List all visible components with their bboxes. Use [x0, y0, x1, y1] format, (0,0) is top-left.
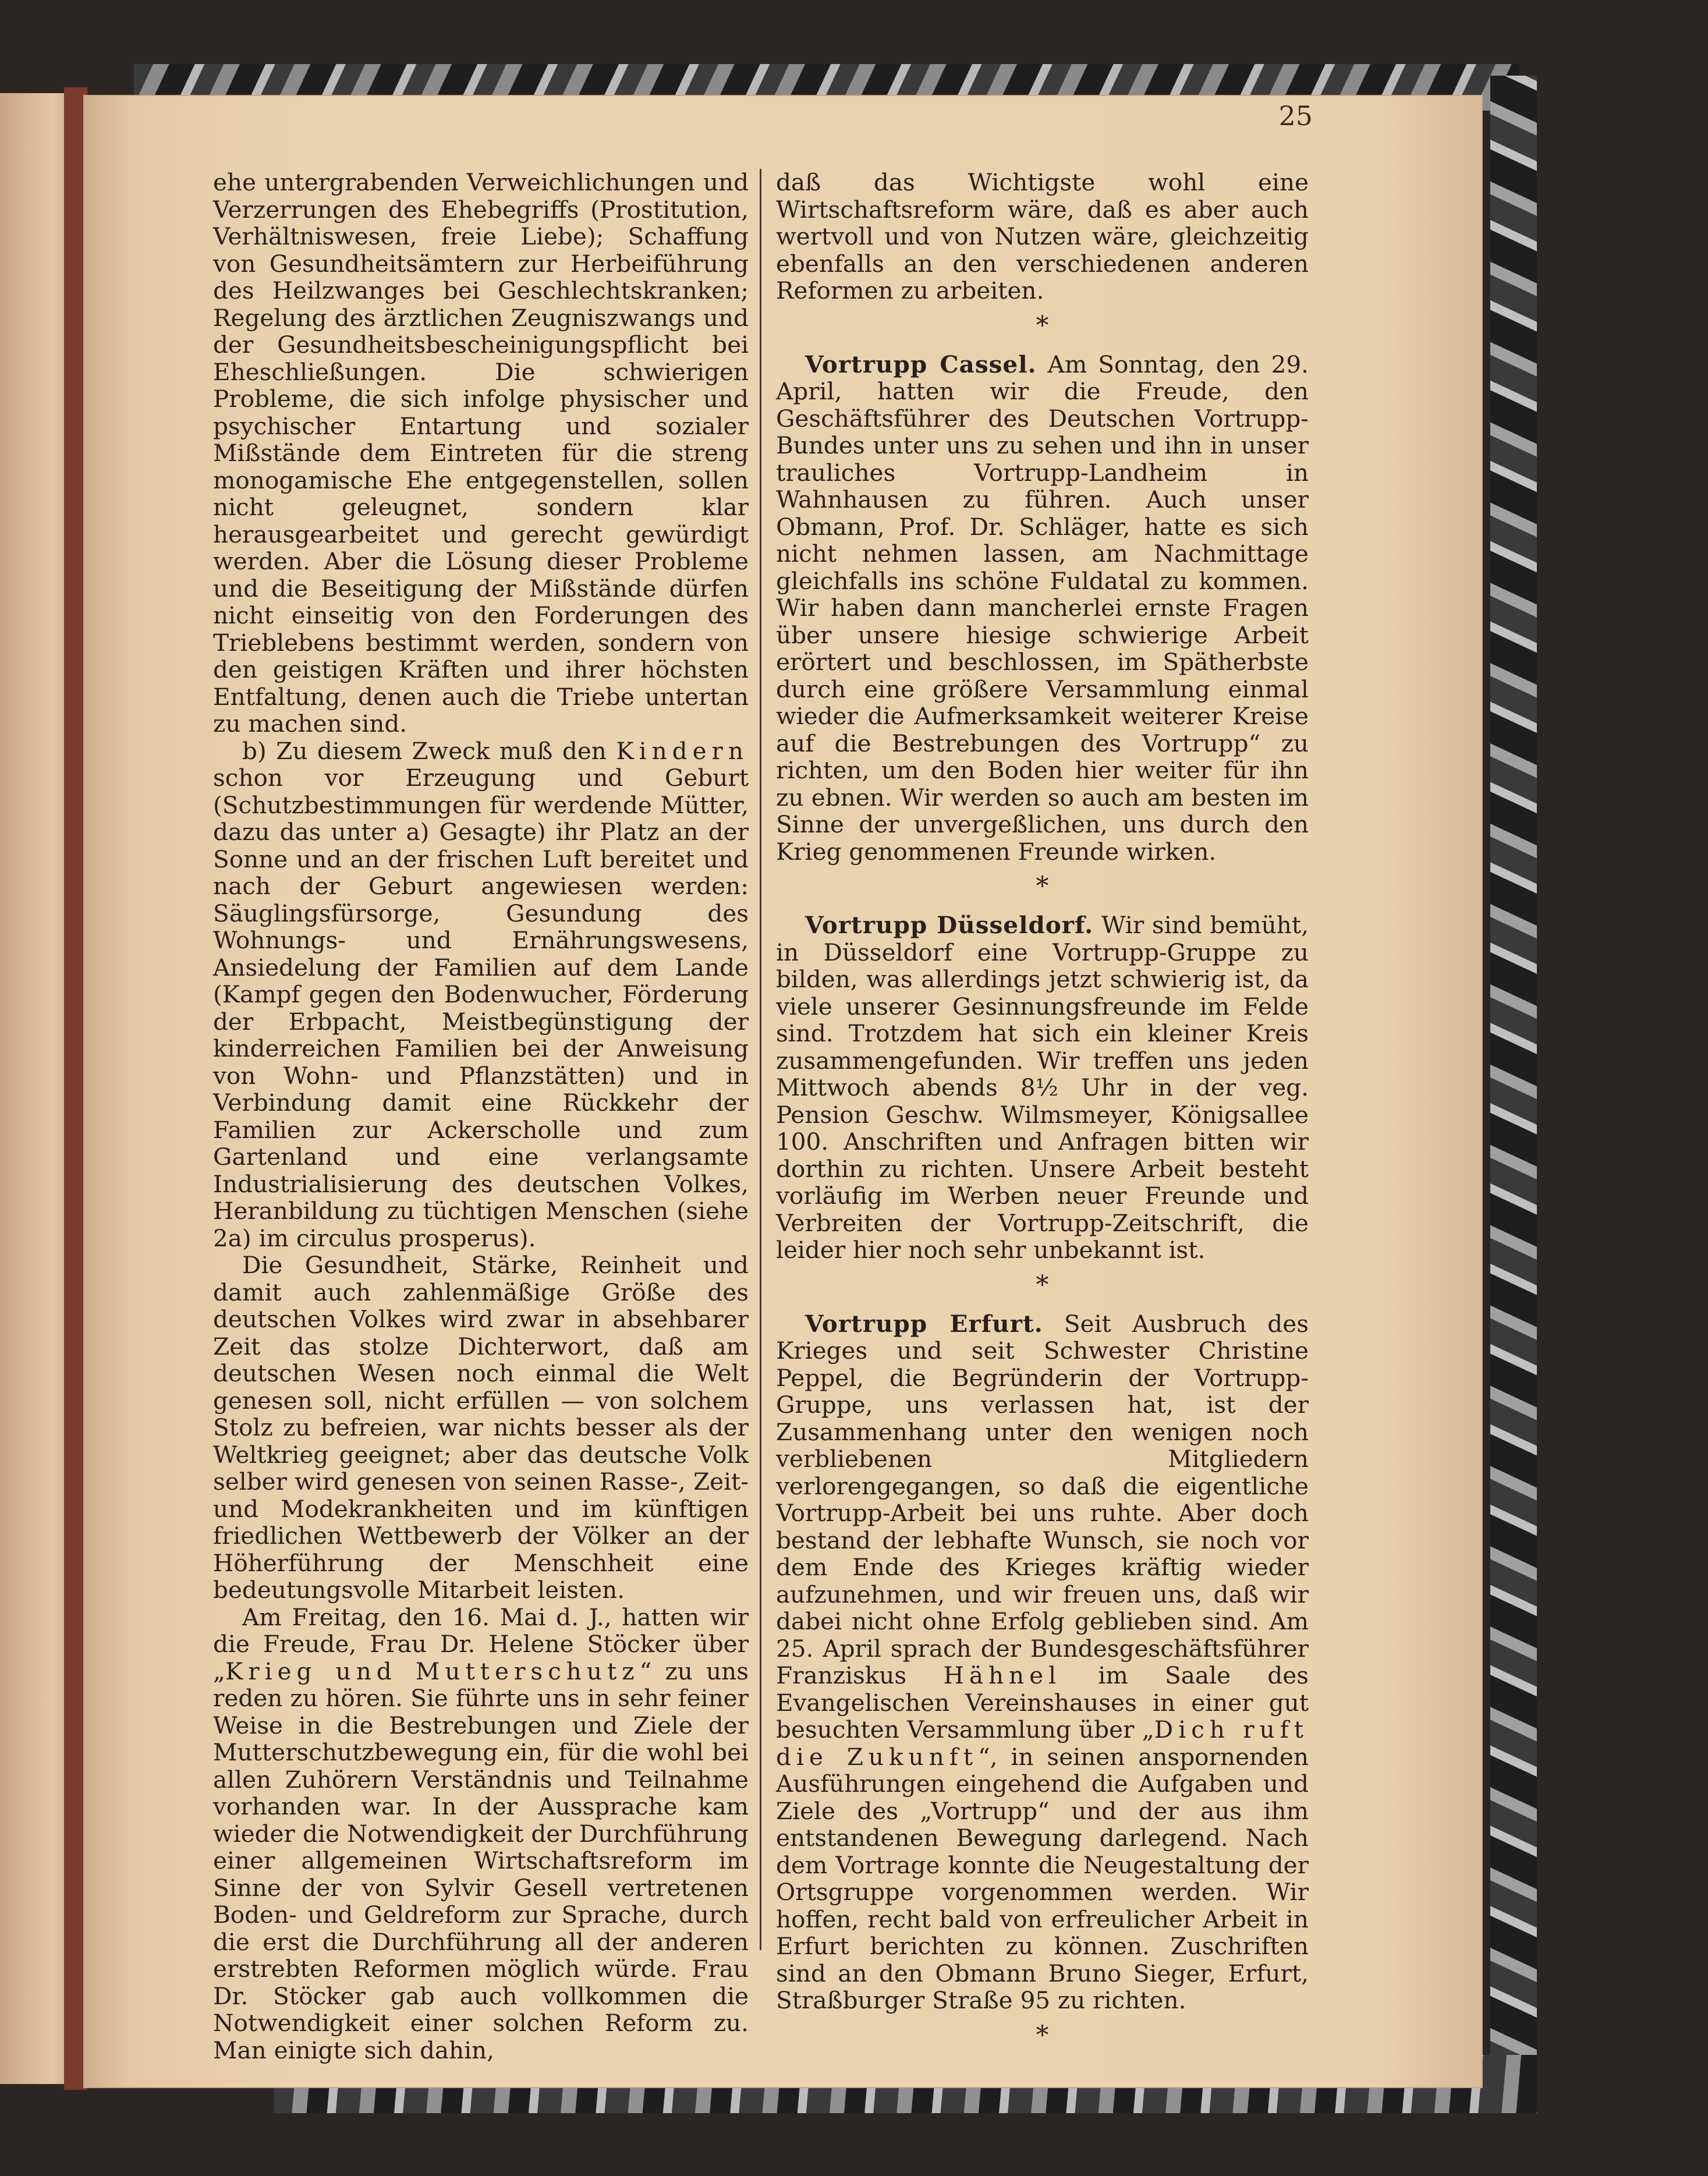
section-erfurt: Vortrupp Erfurt. Seit Ausbruch des Krieges und seit Schwester Christine Peppel, die Begründerin der Vortrupp-Gruppe, uns verlassen hat, ist der Zusammenhang unter den wenigen noch verbliebenen Mitgliedern verlorengegangen, so daß die eigentliche Vortrupp-Arbeit bei uns ruhte. Aber doch bestand der lebhafte Wunsch, sie noch vor dem Ende des Krieges kräftig wieder aufzunehmen, und wir freuen uns, daß wir dabei nicht ohne Erfolg geblieben sind. Am 25. April sprach der Bundesgeschäftsführer Franziskus Hähnel im Saale des Evangelischen Vereinshauses in einer gut besuchten Versammlung über „Dich ruft die Zukunft“, in seinen anspornenden Ausführungen eingehend die Aufgaben und Ziele des „Vortrupp“ und der aus ihm entstandenen Bewegung darlegend. Nach dem Vortrage konnte die Neugestaltung der Ortsgruppe vorgenommen werden. Wir hoffen, recht bald von erfreulicher Arbeit in Erfurt berichten zu können. Zuschriften sind an den Obmann Bruno Sieger, Erfurt, Straßburger Straße 95 zu richten.	[776, 1309, 1309, 2014]
paragraph-marriage: ehe untergrabenden Verweichlichungen und Verzerrungen des Ehebegriffs (Prostitution, Verhältniswesen, freie Liebe); Schaffung von Gesundheitsämtern zur Herbeiführung des Heilzwanges bei Geschlechtskranken; Regelung des ärztlichen Zeugniszwangs und der Gesundheitsbescheinigungspflicht bei Eheschließungen. Die schwierigen Probleme, die sich infolge physischer und psychischer Entartung und sozialer Mißstände dem Eintreten für die streng monogamische Ehe entgegenstellen, sollen nicht geleugnet, sondern klar herausgearbeitet und gerecht gewürdigt werden. Aber die Lösung dieser Probleme und die Beseitigung der Mißstände dürfen nicht einseitig von den Forderungen des Trieblebens bestimmt werden, sondern von den geistigen Kräften und ihrer höchsten Entfaltung, denen auch die Triebe untertan zu machen sind.	[213, 168, 749, 738]
section-heading-duesseldorf: Vortrupp Düsseldorf.	[805, 911, 1094, 939]
section-separator: *	[1036, 2020, 1049, 2050]
section-heading-kassel: Vortrupp Cassel.	[805, 350, 1037, 378]
section-heading-erfurt: Vortrupp Erfurt.	[805, 1309, 1043, 1338]
paragraph-lecture: Am Freitag, den 16. Mai d. J., hatten wir die Freude, Frau Dr. Helene Stöcker über „Krieg und Mutterschutz“ zu uns reden zu hören. Sie führte uns in sehr feiner Weise in die Bestrebungen und Ziele der Mutterschutzbewegung ein, für die wohl bei allen Zuhörern Verständnis und Teilnahme vorhanden war. In der Aussprache kam wieder die Notwendigkeit der Durchführung einer allgemeinen Wirtschaftsreform im Sinne der von Sylvir Gesell vertretenen Boden- und Geldreform zur Sprache, durch die erst die Durchführung all der anderen erstrebten Reformen möglich würde. Frau Dr. Stöcker gab auch vollkommen die Notwendigkeit einer solchen Reform zu. Man einigte sich dahin,	[213, 1603, 749, 2064]
column-divider	[760, 169, 761, 1950]
section-duesseldorf: Vortrupp Düsseldorf. Wir sind bemüht, in Düsseldorf eine Vortrupp-Gruppe zu bilden, was allerdings jetzt schwierig ist, da viele unserer Gesinnungsfreunde im Felde sind. Trotzdem hat sich ein kleiner Kreis zusammengefunden. Wir treffen uns jeden Mittwoch abends 8½ Uhr in der veg. Pension Geschw. Wilmsmeyer, Königsallee 100. Anschriften und Anfragen bitten wir dorthin zu richten. Unsere Arbeit besteht vorläufig im Werben neuer Freunde und Verbreiten der Vortrupp-Zeitschrift, die leider hier noch sehr unbekannt ist.	[776, 911, 1309, 1264]
book-spine	[64, 87, 87, 2090]
marbled-cover-right-edge	[1490, 76, 1537, 2067]
paragraph-health: Die Gesundheit, Stärke, Reinheit und damit auch zahlenmäßige Größe des deutschen Volkes wird zwar in absehbarer Zeit das stolze Dichterwort, daß am deutschen Wesen noch einmal die Welt genesen soll, nicht erfüllen — von solchem Stolz zu befreien, war nichts besser als der Weltkrieg geeignet; aber das deutsche Volk selber wird genesen von seinen Rasse-, Zeit- und Modekrankheiten und im künftigen friedlichen Wettbewerb der Völker an der Höherführung der Menschheit eine bedeutungsvolle Mitarbeit leisten.	[213, 1251, 749, 1604]
section-kassel: Vortrupp Cassel. Am Sonntag, den 29. April, hatten wir die Freude, den Geschäftsführer des Deutschen Vortrupp-Bundes unter uns zu sehen und ihn in unser trauliches Vortrupp-Landheim in Wahnhausen zu führen. Auch unser Obmann, Prof. Dr. Schläger, hatte es sich nicht nehmen lassen, am Nachmittage gleichfalls ins schöne Fuldatal zu kommen. Wir haben dann mancherlei ernste Fragen über unsere hiesige schwierige Arbeit erörtert und beschlossen, im Spätherbste durch eine größere Versammlung einmal wieder die Aufmerksamkeit weiterer Kreise auf die Bestrebungen des Vortrupp“ zu richten, um den Boden hier weiter für ihn zu ebnen. Wir werden so auch am besten im Sinne der unvergeßlichen, uns durch den Krieg genommenen Freunde wirken.	[776, 350, 1309, 866]
right-text-column	[776, 169, 1309, 2061]
section-separator: *	[1036, 871, 1049, 901]
page-number: 25	[1278, 100, 1313, 132]
paragraph-reform-continued: daß das Wichtigste wohl eine Wirtschaftsreform wäre, daß es aber auch wertvoll und von Nutzen wäre, gleichzeitig ebenfalls an den verschiedenen anderen Reformen zu arbeiten.	[776, 168, 1309, 304]
section-separator: *	[1036, 310, 1049, 341]
left-text-column	[213, 169, 749, 2064]
section-separator: *	[1036, 1270, 1049, 1300]
paragraph-children: b) Zu diesem Zweck muß den Kindern schon vor Erzeugung und Geburt (Schutzbestimmungen für werdende Mütter, dazu das unter a) Gesagte) ihr Platz an der Sonne und an der frischen Luft bereitet und nach der Geburt angewiesen werden: Säuglingsfürsorge, Gesundung des Wohnungs- und Ernährungswesens, Ansiedelung der Familien auf dem Lande (Kampf gegen den Bodenwucher, Förderung der Erbpacht, Meistbegünstigung der kinderreichen Familien bei der Anweisung von Wohn- und Pflanzstätten) und in Verbindung damit eine Rückkehr der Familien zur Ackerscholle und zum Gartenland und eine verlangsamte Industrialisierung des deutschen Volkes, Heranbildung zu tüchtigen Menschen (siehe 2a) im circulus prosperus).	[213, 736, 749, 1252]
